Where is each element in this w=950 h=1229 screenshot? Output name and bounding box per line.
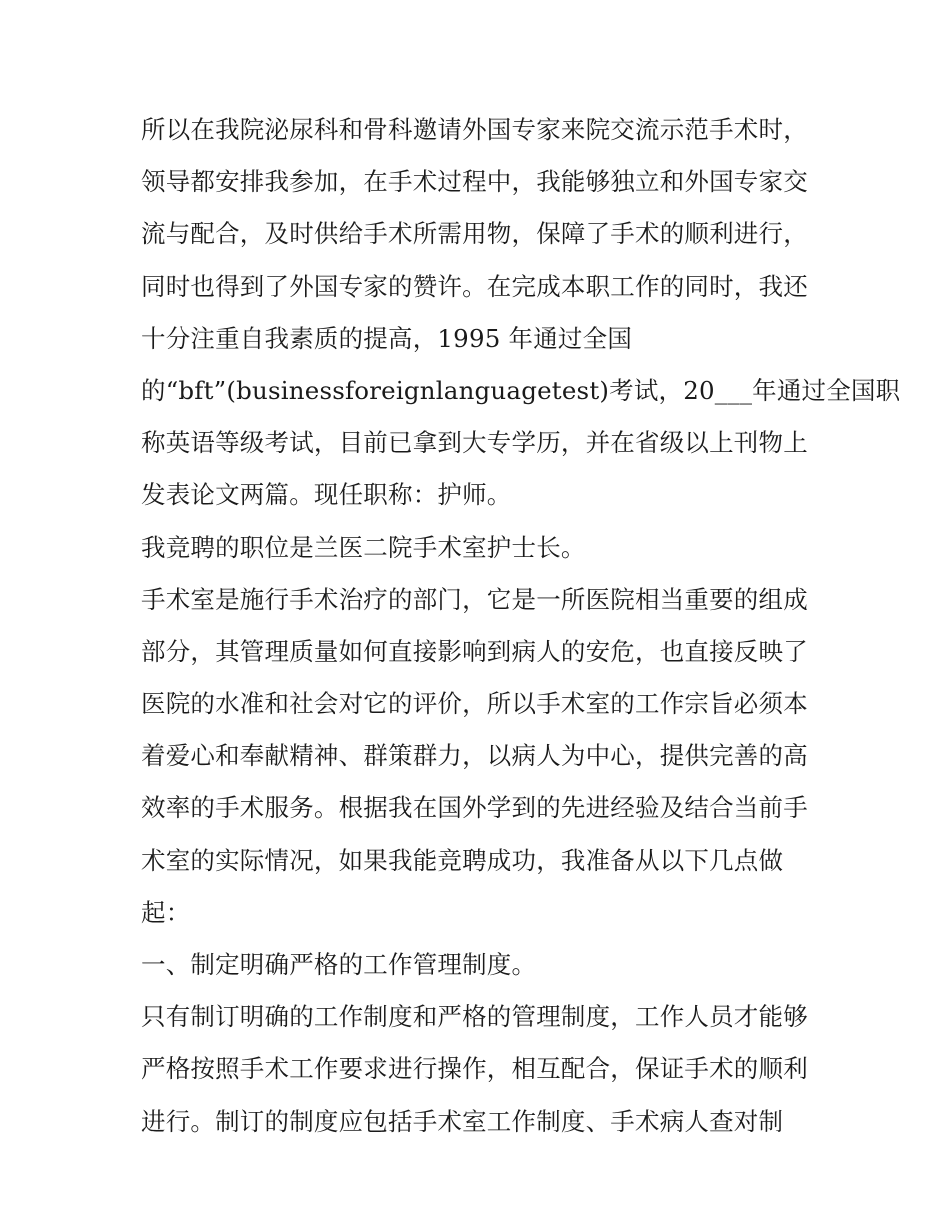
text-line: 手术室是施行手术治疗的部门，它是一所医院相当重要的组成 [141,584,808,614]
text-line: 称英语等级考试，目前已拿到大专学历，并在省级以上刊物上 [141,428,808,458]
text-line: 发表论文两篇。现任职称：护师。 [141,480,512,510]
text-line: 流与配合，及时供给手术所需用物，保障了手术的顺利进行， [141,219,808,249]
text-line: 的“bft”(businessforeignlanguagetest)考试，20___年通过全国职 [141,375,901,405]
text-line: 只有制订明确的工作制度和严格的管理制度，工作人员才能够 [141,1002,808,1032]
text-line: 医院的水准和社会对它的评价，所以手术室的工作宗旨必须本 [141,689,808,719]
text-line: 进行。制订的制度应包括手术室工作制度、手术病人查对制 [141,1106,784,1136]
text-line: 着爱心和奉献精神、群策群力，以病人为中心，提供完善的高 [141,741,808,771]
text-line: 所以在我院泌尿科和骨科邀请外国专家来院交流示范手术时， [141,115,808,144]
text-line: 效率的手术服务。根据我在国外学到的先进经验及结合当前手 [141,793,808,823]
text-line: 我竞聘的职位是兰医二院手术室护士长。 [141,532,586,562]
text-line: 同时也得到了外国专家的赞许。在完成本职工作的同时，我还 [141,271,808,301]
section-heading: 一、制定明确严格的工作管理制度。 [141,950,537,979]
text-line: 十分注重自我素质的提高，1995 年通过全国 [141,323,633,353]
text-line: 术室的实际情况，如果我能竞聘成功，我准备从以下几点做 [141,845,784,875]
text-line: 严格按照手术工作要求进行操作，相互配合，保证手术的顺利 [141,1054,808,1084]
document-body [141,104,901,1148]
text-line: 起： [141,897,191,927]
text-line: 领导都安排我参加，在手术过程中，我能够独立和外国专家交 [141,167,808,197]
text-line: 部分，其管理质量如何直接影响到病人的安危，也直接反映了 [141,636,808,666]
